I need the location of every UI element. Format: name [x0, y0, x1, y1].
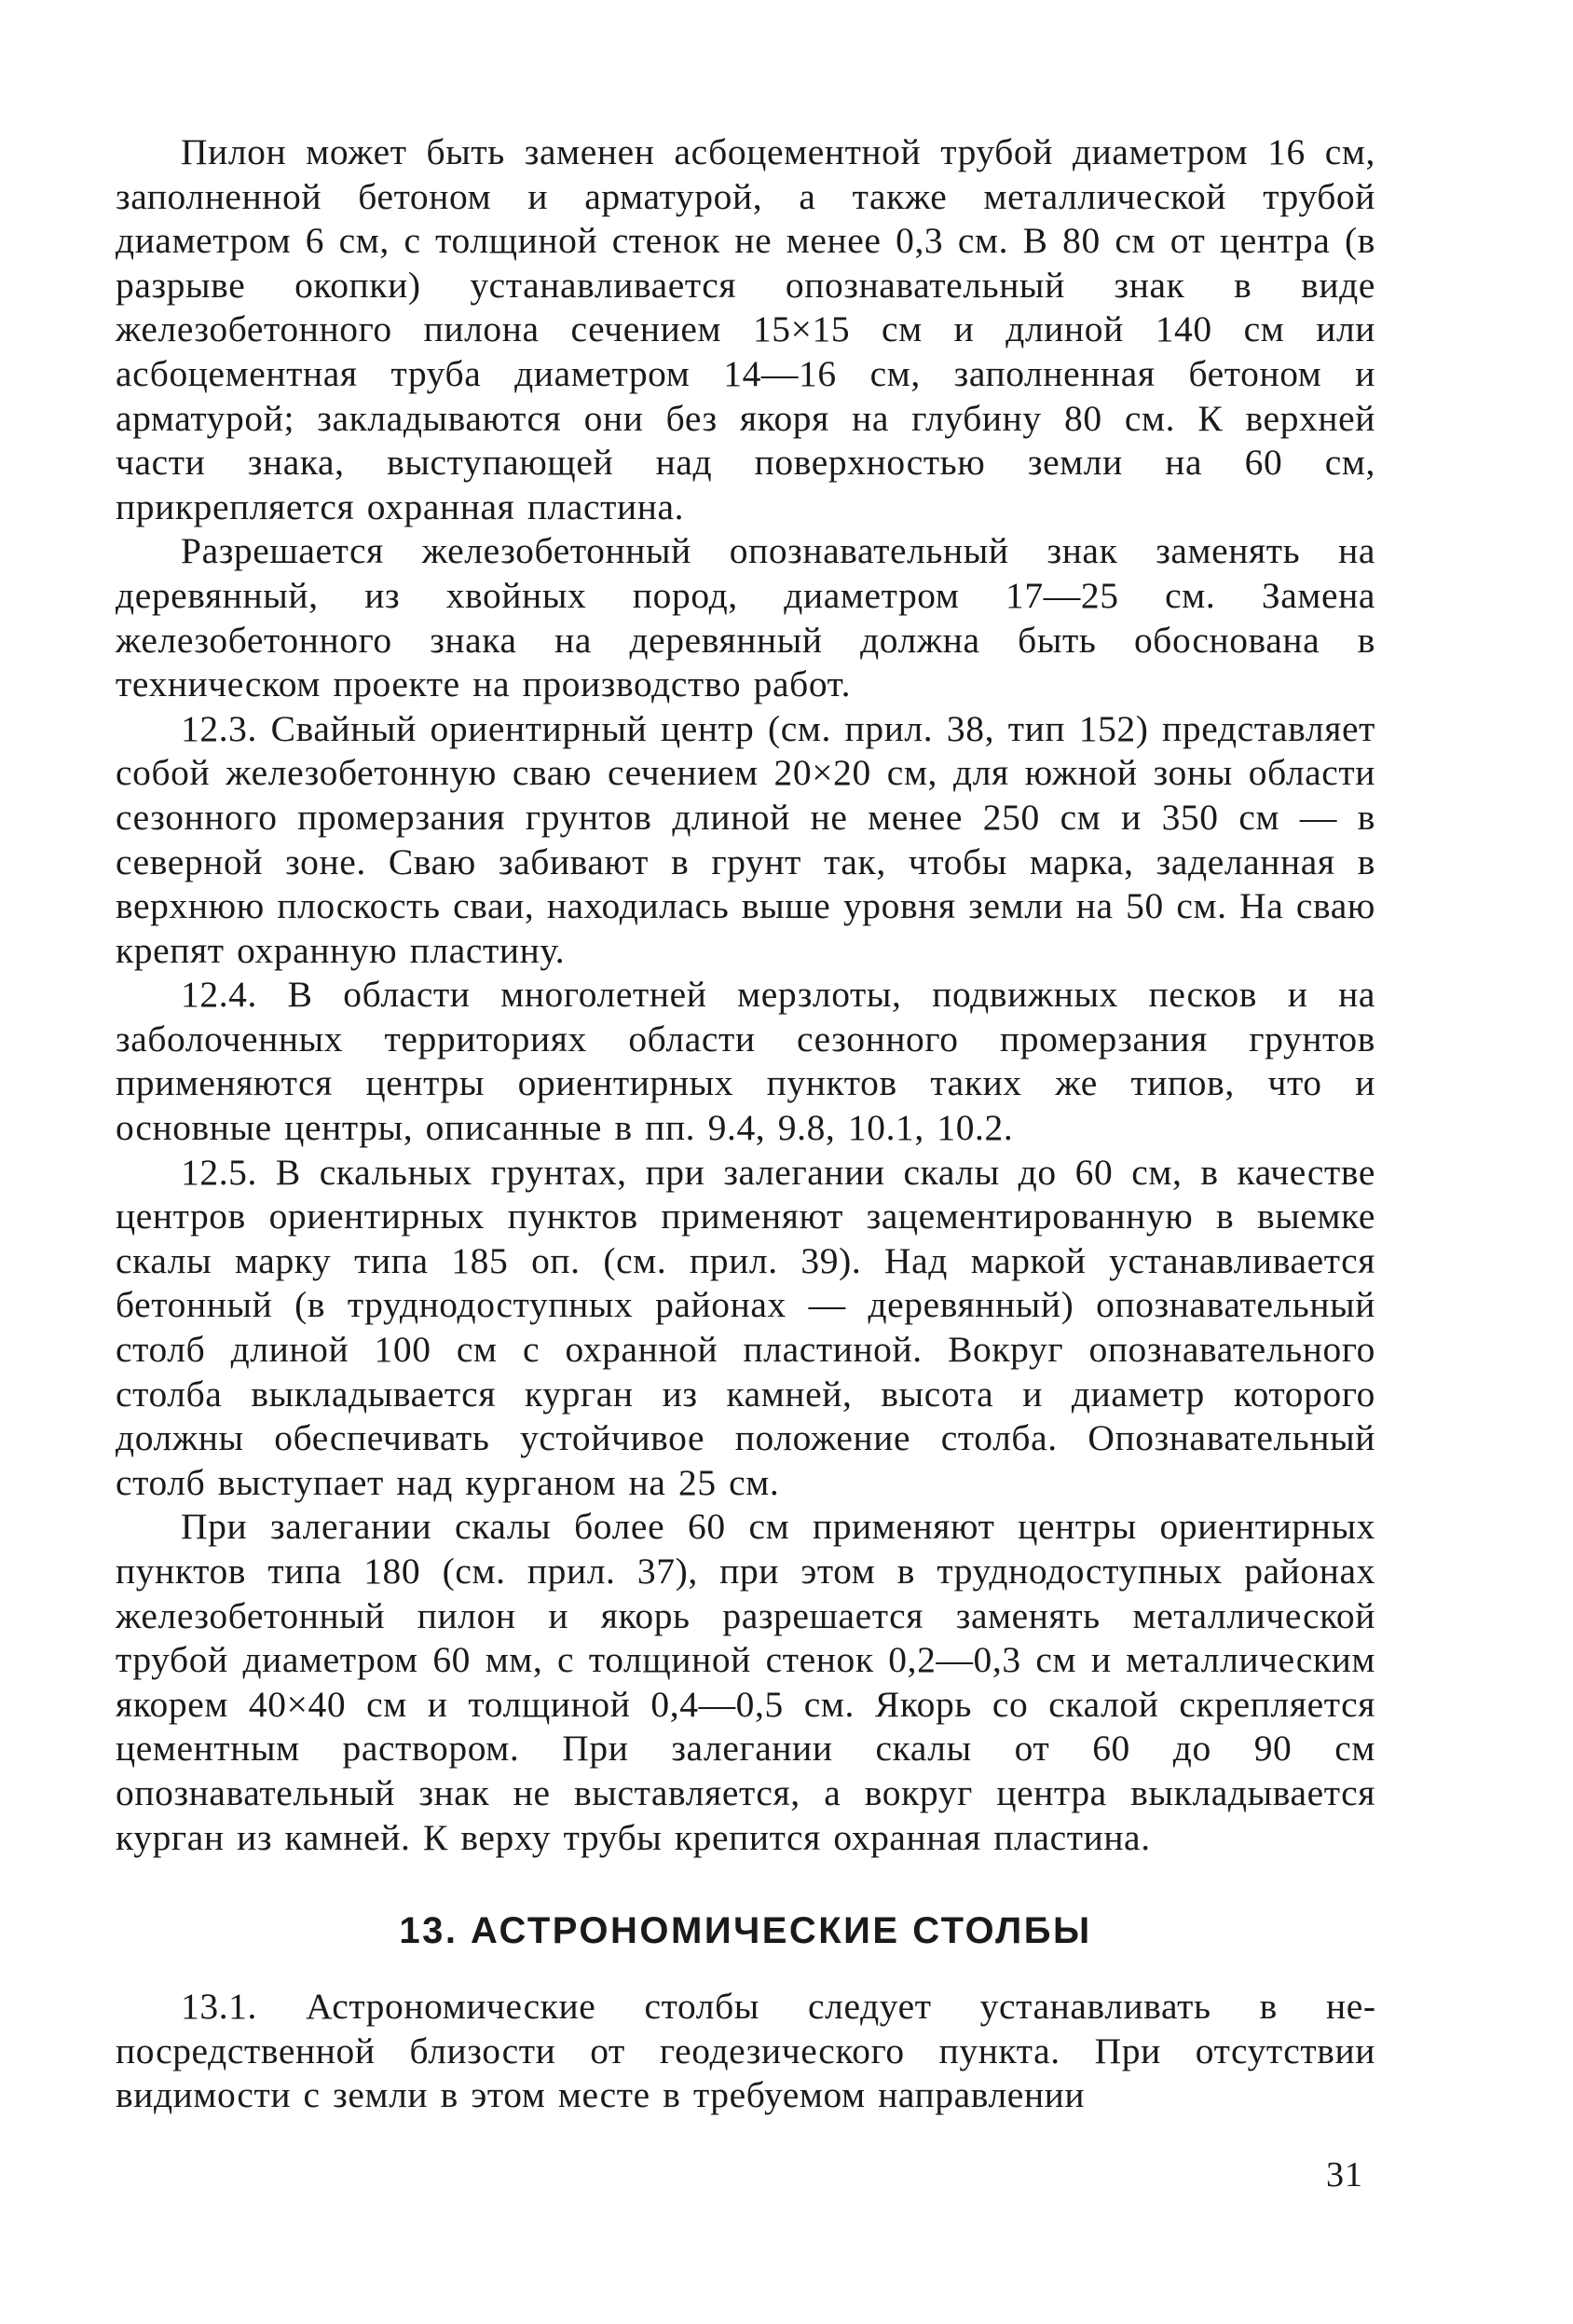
paragraph-wooden-marker: Разрешается железобетонный опознавательный знак заменять на деревянный, из хвойных пород, диаметром 17—25 см. Замена железобетонного знака на деревянный должна быть обоснована в техническом проекте на производство работ. — [116, 530, 1375, 705]
document-page — [116, 130, 1375, 2118]
paragraph-rock-over-60: При залегании скалы более 60 см применяют центры ориентирных пунктов типа 180 (см. прил. 37), при этом в труднодоступных районах железобетонный пилон и якорь разрешается заменять металлической трубой диаметром 60 мм, с толщиной стенок 0,2—0,3 см и металлическим якорем 40×40 см и толщиной 0,4—0,5 см. Якорь со скалой скрепляется цементным раствором. При залегании скалы от 60 до 90 см опознавательный знак не выставляется, а вокруг центра выкладывается курган из камней. К верху трубы крепится охранная пластина. — [116, 1506, 1375, 1858]
page-number: 31 — [1326, 2155, 1363, 2194]
paragraph-12-3: 12.3. Свайный ориентирный центр (см. прил. 38, тип 152) представляет собой железобетонную сваю сечением 20×20 см, для южной зоны области сезонного промерзания грунтов длиной не менее 250 см и 350 см — в северной зоне. Сваю забивают в грунт так, чтобы марка, заделанная в верхнюю плоскость сваи, находилась выше уровня земли на 50 см. На сваю крепят охранную пластину. — [116, 707, 1375, 971]
paragraph-12-5: 12.5. В скальных грунтах, при залегании скалы до 60 см, в качестве центров ориентирных пунктов применяют зацементированную в выемке скалы марку типа 185 оп. (см. прил. 39). Над маркой устанавливается бетонный (в труднодоступных районах — деревянный) опознавательный столб длиной 100 см с охранной пластиной. Вокруг опознавательного столба выкладывается курган из камней, высота и диаметр которого должны обеспечивать устойчивое положение столба. Опознавательный столб выступает над курганом на 25 см. — [116, 1151, 1375, 1503]
section-heading: 13. АСТРОНОМИЧЕСКИЕ СТОЛБЫ — [399, 1910, 1092, 1952]
paragraph-13-1: 13.1. Астрономические столбы следует устанавливать в непосредственной близости от геодезического пункта. При отсутствии видимости с земли в этом месте в требуемом направлении — [116, 1986, 1375, 2116]
paragraph-pylon-replacement: Пилон может быть заменен асбоцементной трубой диаметром 16 см, заполненной бетоном и арматурой, а также металлической трубой диаметром 6 см, с толщиной стенок не менее 0,3 см. В 80 см от центра (в разрыве окопки) устанавливается опознавательный знак в виде железобетонного пилона сечением 15×15 см и длиной 140 см или асбоцементная труба диаметром 14—16 см, заполненная бетоном и арматурой; закладываются они без якоря на глубину 80 см. К верхней части знака, выступающей над поверхностью земли на 60 см, прикрепляется охранная пластина. — [116, 131, 1375, 527]
paragraph-12-4: 12.4. В области многолетней мерзлоты, подвижных песков и на заболоченных территориях области сезонного промерзания грунтов применяются центры ориентирных пунктов таких же типов, что и основные центры, описанные в пп. 9.4, 9.8, 10.1, 10.2. — [116, 974, 1375, 1149]
